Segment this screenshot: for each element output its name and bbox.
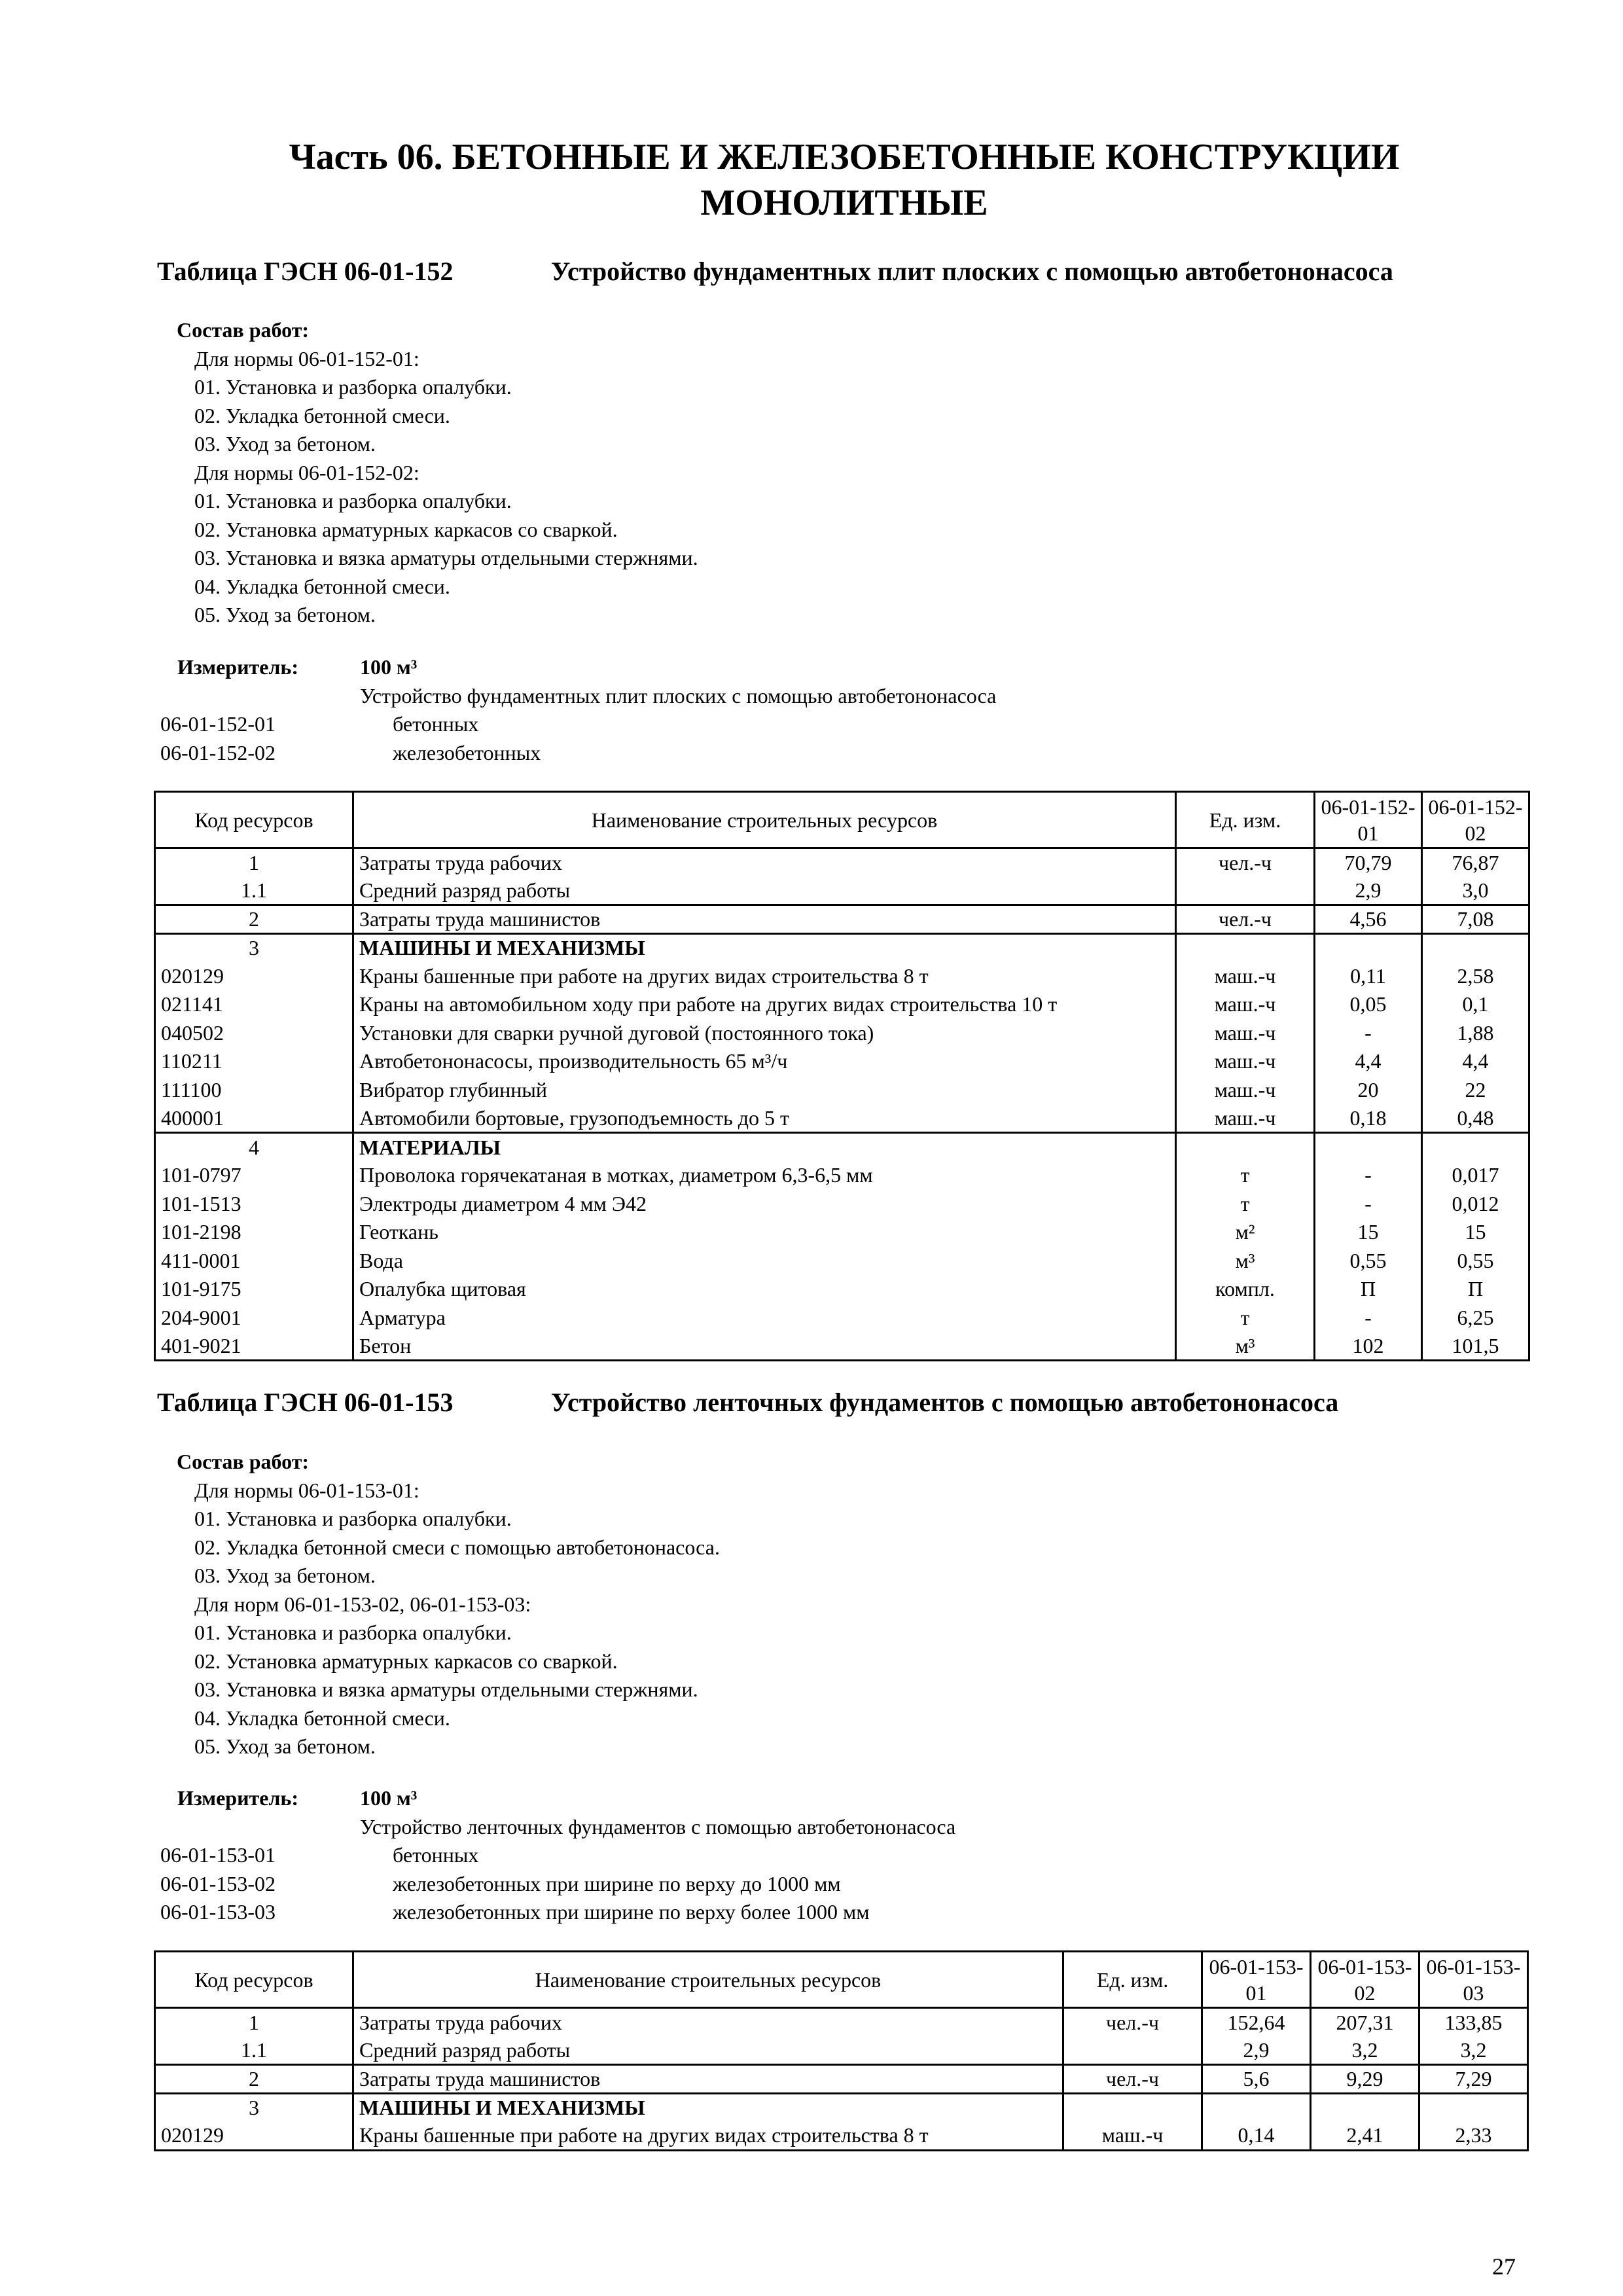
resource-value: 207,31 — [1311, 2008, 1419, 2037]
composition-header: Состав работ: — [177, 318, 310, 342]
composition-line: 04. Укладка бетонной смеси. — [194, 574, 450, 598]
resource-code: 101-2198 — [155, 1218, 353, 1247]
resource-code: 3 — [155, 933, 353, 962]
resource-code: 1 — [155, 848, 353, 877]
resource-name: Проволока горячекатаная в мотках, диаметром 6,3-6,5 мм — [353, 1161, 1176, 1190]
resource-code: 111100 — [155, 1076, 353, 1105]
composition-line: 01. Установка и разборка опалубки. — [194, 375, 512, 399]
composition-line: 05. Уход за бетоном. — [194, 1734, 376, 1758]
resource-code: 2 — [155, 905, 353, 934]
resource-value: 0,1 — [1422, 990, 1529, 1019]
resource-unit — [1063, 2093, 1202, 2122]
resource-code: 2 — [155, 2065, 353, 2094]
resource-unit: маш.-ч — [1063, 2122, 1202, 2151]
resource-name: Геоткань — [353, 1218, 1176, 1247]
table-row — [155, 2036, 1528, 2065]
resource-unit: маш.-ч — [1176, 962, 1315, 991]
resource-value: 9,29 — [1311, 2065, 1419, 2094]
resource-value: 15 — [1315, 1218, 1422, 1247]
resource-value: - — [1315, 1019, 1422, 1048]
composition-line: 01. Установка и разборка опалубки. — [194, 1507, 512, 1530]
resource-unit: м³ — [1176, 1332, 1315, 1361]
resource-unit: т — [1176, 1161, 1315, 1190]
column-header-norm: 06-01-152-01 — [1315, 792, 1422, 848]
resource-unit: чел.-ч — [1063, 2065, 1202, 2094]
resource-value — [1315, 1133, 1422, 1162]
resource-name: Средний разряд работы — [353, 876, 1176, 905]
resource-name: Вибратор глубинный — [353, 1076, 1176, 1105]
resource-name: Электроды диаметром 4 мм Э42 — [353, 1190, 1176, 1219]
resource-value: 6,25 — [1422, 1304, 1529, 1333]
resource-value: 70,79 — [1315, 848, 1422, 877]
composition-line: Для нормы 06-01-153-01: — [194, 1478, 419, 1502]
resource-value: П — [1422, 1275, 1529, 1304]
resource-value: 102 — [1315, 1332, 1422, 1361]
resource-code: 040502 — [155, 1019, 353, 1048]
table-row — [155, 1104, 1529, 1133]
resource-value: 152,64 — [1202, 2008, 1311, 2037]
resource-value: 2,58 — [1422, 962, 1529, 991]
resource-value: 2,9 — [1315, 876, 1422, 905]
column-header-unit: Ед. изм. — [1063, 1952, 1202, 2008]
resource-value: 0,11 — [1315, 962, 1422, 991]
resource-value: 4,4 — [1315, 1047, 1422, 1076]
table-row — [155, 2093, 1528, 2122]
resource-unit: м³ — [1176, 1247, 1315, 1276]
norm-name: бетонных — [393, 1843, 479, 1867]
resource-code: 1 — [155, 2008, 353, 2037]
composition-line: Для нормы 06-01-152-02: — [194, 460, 419, 484]
table-152-heading — [157, 255, 1571, 288]
resource-value: 133,85 — [1419, 2008, 1528, 2037]
resource-unit: чел.-ч — [1176, 905, 1315, 934]
table-row — [155, 2065, 1528, 2094]
table-row — [155, 876, 1529, 905]
resource-code: 101-0797 — [155, 1161, 353, 1190]
composition-line: 01. Установка и разборка опалубки. — [194, 489, 512, 512]
resource-value — [1202, 2093, 1311, 2122]
resource-value: - — [1315, 1190, 1422, 1219]
resource-unit — [1176, 1133, 1315, 1162]
table-row — [155, 848, 1529, 877]
resource-value: 2,33 — [1419, 2122, 1528, 2151]
resource-value: 5,6 — [1202, 2065, 1311, 2094]
table-row — [155, 1247, 1529, 1276]
table-153-resources — [154, 1950, 1529, 2151]
resource-value: 0,017 — [1422, 1161, 1529, 1190]
resource-code: 020129 — [155, 962, 353, 991]
column-header-norm: 06-01-153-01 — [1202, 1952, 1311, 2008]
resource-unit — [1176, 933, 1315, 962]
table-row — [155, 1076, 1529, 1105]
resource-code: 101-9175 — [155, 1275, 353, 1304]
resource-unit — [1063, 2036, 1202, 2065]
column-header-norm: 06-01-152-02 — [1422, 792, 1529, 848]
resource-value: 2,9 — [1202, 2036, 1311, 2065]
table-152-title: Устройство фундаментных плит плоских с помощью автобетононасоса — [551, 257, 1393, 286]
composition-line: 02. Укладка бетонной смеси. — [194, 403, 450, 427]
resource-code: 1.1 — [155, 876, 353, 905]
norm-name: железобетонных — [393, 740, 541, 764]
resource-value: 3,0 — [1422, 876, 1529, 905]
table-row — [155, 1133, 1529, 1162]
table-row — [155, 1332, 1529, 1361]
resource-value: 2,41 — [1311, 2122, 1419, 2151]
resource-unit: маш.-ч — [1176, 990, 1315, 1019]
column-header-name: Наименование строительных ресурсов — [353, 1952, 1063, 2008]
table-row — [155, 905, 1529, 934]
measure-unit: 100 м³ — [360, 655, 418, 679]
table-row — [155, 990, 1529, 1019]
resource-value: 3,2 — [1419, 2036, 1528, 2065]
resource-value: 22 — [1422, 1076, 1529, 1105]
measure-label: Измеритель: — [177, 655, 298, 679]
norm-code: 06-01-153-03 — [160, 1900, 276, 1924]
resource-unit: маш.-ч — [1176, 1104, 1315, 1133]
composition-line: 03. Уход за бетоном. — [194, 432, 376, 456]
resource-value — [1422, 933, 1529, 962]
resource-value: 0,55 — [1315, 1247, 1422, 1276]
table-row — [155, 962, 1529, 991]
resource-name: Затраты труда рабочих — [353, 848, 1176, 877]
table-152-code: Таблица ГЭСН 06-01-152 — [157, 257, 454, 286]
table-row — [155, 1190, 1529, 1219]
resource-value: - — [1315, 1161, 1422, 1190]
resource-name: МАТЕРИАЛЫ — [353, 1133, 1176, 1162]
resource-name: МАШИНЫ И МЕХАНИЗМЫ — [353, 2093, 1063, 2122]
resource-value: 101,5 — [1422, 1332, 1529, 1361]
resource-value: 0,18 — [1315, 1104, 1422, 1133]
resource-unit — [1176, 876, 1315, 905]
resource-name: Установки для сварки ручной дуговой (постоянного тока) — [353, 1019, 1176, 1048]
column-header-norm: 06-01-153-03 — [1419, 1952, 1528, 2008]
resource-code: 401-9021 — [155, 1332, 353, 1361]
composition-line: 03. Установка и вязка арматуры отдельными стержнями. — [194, 1677, 698, 1701]
norm-name: бетонных — [393, 712, 479, 736]
resource-name: Автомобили бортовые, грузоподъемность до 5 т — [353, 1104, 1176, 1133]
resource-code: 110211 — [155, 1047, 353, 1076]
resource-name: Краны башенные при работе на других видах строительства 8 т — [353, 2122, 1063, 2151]
page-number: 27 — [1492, 2253, 1516, 2280]
resource-code: 204-9001 — [155, 1304, 353, 1333]
table-153-title: Устройство ленточных фундаментов с помощью автобетононасоса — [551, 1388, 1339, 1417]
column-header-code: Код ресурсов — [155, 792, 353, 848]
composition-line: 02. Установка арматурных каркасов со сваркой. — [194, 517, 618, 541]
resource-code: 101-1513 — [155, 1190, 353, 1219]
resource-value: 20 — [1315, 1076, 1422, 1105]
table-152-composition — [177, 316, 698, 630]
table-row — [155, 1019, 1529, 1048]
resource-value: 0,14 — [1202, 2122, 1311, 2151]
resource-value: 3,2 — [1311, 2036, 1419, 2065]
resource-value — [1419, 2093, 1528, 2122]
resource-value: 7,29 — [1419, 2065, 1528, 2094]
resource-name: Средний разряд работы — [353, 2036, 1063, 2065]
resource-unit: чел.-ч — [1063, 2008, 1202, 2037]
resource-value: 0,012 — [1422, 1190, 1529, 1219]
table-row — [155, 1218, 1529, 1247]
resource-name: Краны башенные при работе на других видах строительства 8 т — [353, 962, 1176, 991]
table-152-resources — [154, 791, 1530, 1361]
table-row — [155, 2122, 1528, 2151]
measure-unit: 100 м³ — [360, 1786, 418, 1810]
norm-name: железобетонных при ширине по верху более 1000 мм — [393, 1900, 870, 1924]
column-header-unit: Ед. изм. — [1176, 792, 1315, 848]
resource-value: 0,48 — [1422, 1104, 1529, 1133]
resource-value: 0,05 — [1315, 990, 1422, 1019]
resource-name: Краны на автомобильном ходу при работе на других видах строительства 10 т — [353, 990, 1176, 1019]
resource-code: 3 — [155, 2093, 353, 2122]
resource-name: Затраты труда рабочих — [353, 2008, 1063, 2037]
resource-code: 400001 — [155, 1104, 353, 1133]
table-153-code: Таблица ГЭСН 06-01-153 — [157, 1388, 454, 1417]
composition-line: 02. Установка арматурных каркасов со сваркой. — [194, 1649, 618, 1673]
measure-description: Устройство ленточных фундаментов с помощью автобетононасоса — [360, 1814, 956, 1839]
table-row — [155, 1275, 1529, 1304]
composition-line: 03. Установка и вязка арматуры отдельными стержнями. — [194, 546, 698, 569]
resource-value: 1,88 — [1422, 1019, 1529, 1048]
resource-name: Автобетононасосы, производительность 65 м³/ч — [353, 1047, 1176, 1076]
table-row — [155, 933, 1529, 962]
resource-unit: компл. — [1176, 1275, 1315, 1304]
resource-unit: маш.-ч — [1176, 1019, 1315, 1048]
resource-code: 021141 — [155, 990, 353, 1019]
part-title: Часть 06. БЕТОННЫЕ И ЖЕЛЕЗОБЕТОННЫЕ КОНСТРУКЦИИ МОНОЛИТНЫЕ — [289, 137, 1400, 223]
resource-unit: чел.-ч — [1176, 848, 1315, 877]
column-header-code: Код ресурсов — [155, 1952, 353, 2008]
resource-name: Опалубка щитовая — [353, 1275, 1176, 1304]
table-153-composition — [177, 1448, 720, 1761]
norm-code: 06-01-153-02 — [160, 1871, 276, 1895]
resource-value — [1422, 1133, 1529, 1162]
resource-value: 7,08 — [1422, 905, 1529, 934]
composition-line: 03. Уход за бетоном. — [194, 1564, 376, 1587]
composition-line: 01. Установка и разборка опалубки. — [194, 1621, 512, 1644]
resource-value: 0,55 — [1422, 1247, 1529, 1276]
composition-line: Для норм 06-01-153-02, 06-01-153-03: — [194, 1592, 531, 1616]
resource-unit: маш.-ч — [1176, 1047, 1315, 1076]
norm-name: железобетонных при ширине по верху до 1000 мм — [393, 1871, 841, 1895]
resource-name: Бетон — [353, 1332, 1176, 1361]
norm-code: 06-01-152-01 — [160, 712, 276, 736]
resource-unit: м² — [1176, 1218, 1315, 1247]
resource-name: Вода — [353, 1247, 1176, 1276]
composition-line: 02. Укладка бетонной смеси с помощью автобетононасоса. — [194, 1535, 720, 1559]
table-153-heading — [157, 1386, 1571, 1419]
resource-value: 4,56 — [1315, 905, 1422, 934]
table-row — [155, 1161, 1529, 1190]
table-row — [155, 1047, 1529, 1076]
resource-value: 4,4 — [1422, 1047, 1529, 1076]
resource-name: Затраты труда машинистов — [353, 2065, 1063, 2094]
resource-name: Затраты труда машинистов — [353, 905, 1176, 934]
composition-line: 05. Уход за бетоном. — [194, 603, 376, 626]
resource-code: 411-0001 — [155, 1247, 353, 1276]
composition-header: Состав работ: — [177, 1450, 310, 1473]
resource-code: 020129 — [155, 2122, 353, 2151]
resource-unit: т — [1176, 1304, 1315, 1333]
resource-value: 76,87 — [1422, 848, 1529, 877]
resource-code: 1.1 — [155, 2036, 353, 2065]
resource-unit: т — [1176, 1190, 1315, 1219]
resource-value: П — [1315, 1275, 1422, 1304]
resource-value — [1315, 933, 1422, 962]
composition-line: Для нормы 06-01-152-01: — [194, 346, 419, 370]
column-header-name: Наименование строительных ресурсов — [353, 792, 1176, 848]
table-row — [155, 1304, 1529, 1333]
resource-value: 15 — [1422, 1218, 1529, 1247]
resource-value — [1311, 2093, 1419, 2122]
norm-code: 06-01-153-01 — [160, 1843, 276, 1867]
measure-label: Измеритель: — [177, 1786, 298, 1810]
resource-value: - — [1315, 1304, 1422, 1333]
norm-code: 06-01-152-02 — [160, 740, 276, 764]
composition-line: 04. Укладка бетонной смеси. — [194, 1706, 450, 1730]
resource-unit: маш.-ч — [1176, 1076, 1315, 1105]
resource-code: 4 — [155, 1133, 353, 1162]
resource-name: Арматура — [353, 1304, 1176, 1333]
measure-description: Устройство фундаментных плит плоских с помощью автобетононасоса — [360, 683, 997, 708]
resource-name: МАШИНЫ И МЕХАНИЗМЫ — [353, 933, 1176, 962]
table-row — [155, 2008, 1528, 2037]
column-header-norm: 06-01-153-02 — [1311, 1952, 1419, 2008]
